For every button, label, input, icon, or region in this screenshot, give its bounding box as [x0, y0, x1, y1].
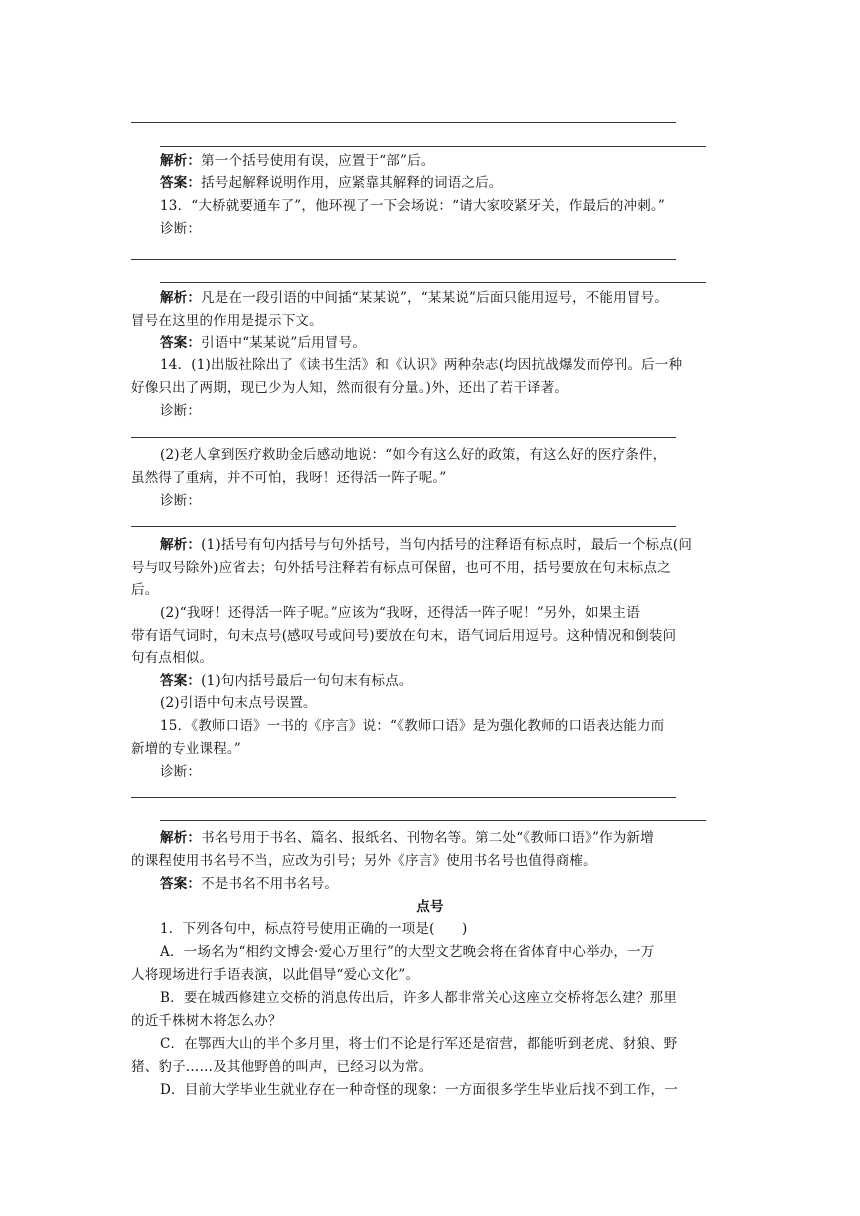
- answer-line: [131, 797, 676, 798]
- q15-analysis: 解析：书名号用于书名、篇名、报纸名、刊物名等。第二处“《教师口语》”作为新增: [160, 830, 654, 846]
- q14-answer-2: (2)引语中句末点号误置。: [160, 695, 317, 711]
- option-a: A．一场名为“相约文博会·爱心万里行”的大型文艺晚会将在省体育中心举办，一万: [160, 944, 655, 960]
- q14-answer-1: 答案：(1)句内括号最后一句句末有标点。: [160, 673, 413, 689]
- q14-analysis-2-end: 句有点相似。: [131, 650, 214, 666]
- q14-analysis-1: 解析：(1)括号有句内括号与句外括号，当句内括号的注释语有标点时，最后一个标点(问: [160, 537, 693, 553]
- q14-question-1-cont: 好像只出了两期，现已少为人知，然而很有分量。)外，还出了若干译著。: [131, 380, 569, 396]
- q13-analysis: 解析：凡是在一段引语的中间插“某某说”，“某某说”后面只能用逗号，不能用冒号。: [160, 290, 668, 306]
- section-title: 点号: [416, 899, 444, 915]
- q14-diagnosis-label-2: 诊断：: [160, 493, 202, 509]
- option-d: D．目前大学毕业生就业存在一种奇怪的现象：一方面很多学生毕业后找不到工作，一: [160, 1082, 678, 1098]
- q15-question: 15．《教师口语》一书的《序言》说：“《教师口语》是为强化教师的口语表达能力而: [160, 718, 665, 734]
- q14-analysis-2: (2)“我呀！还得活一阵子呢。”应该为“我呀，还得活一阵子呢！”另外，如果主语: [160, 605, 640, 621]
- exercise-stem: 1．下列各句中，标点符号使用正确的一项是( ): [160, 921, 468, 937]
- option-b: B．要在城西修建立交桥的消息传出后，许多人都非常关心这座立交桥将怎么建？那里: [160, 990, 678, 1006]
- q13-question: 13．“大桥就要通车了”，他环视了一下会场说：“请大家咬紧牙关，作最后的冲刺。”: [160, 198, 666, 214]
- q15-analysis-cont: 的课程使用书名号不当，应改为引号；另外《序言》使用书名号也值得商榷。: [131, 853, 597, 869]
- q12-analysis: 解析：第一个括号使用有误，应置于“部”后。: [160, 153, 435, 169]
- answer-line: [131, 122, 676, 123]
- answer-line: [131, 259, 676, 260]
- q14-analysis-1-cont: 号与叹号除外)应省去；句外括号注释若有标点可保留，也可不用，括号要放在句末标点之: [131, 560, 671, 576]
- q14-question-1: 14．(1)出版社除出了《读书生活》和《认识》两种杂志(均因抗战爆发而停刊。后一种: [160, 357, 683, 373]
- option-a-cont: 人将现场进行手语表演，以此倡导“爱心文化”。: [131, 967, 420, 983]
- q13-answer: 答案：引语中“某某说”后用冒号。: [160, 335, 367, 351]
- answer-line: [160, 146, 706, 147]
- option-c: C．在鄂西大山的半个多月里，将士们不论是行军还是宿营，都能听到老虎、豺狼、野: [160, 1036, 678, 1052]
- q14-diagnosis-label-1: 诊断：: [160, 403, 202, 419]
- q14-analysis-1-end: 后。: [131, 582, 159, 598]
- q14-analysis-2-cont: 带有语气词时，句末点号(感叹号或问号)要放在句末，语气词后用逗号。这种情况和倒装问: [131, 628, 677, 644]
- q15-question-cont: 新增的专业课程。”: [131, 741, 241, 757]
- q15-diagnosis-label: 诊断：: [160, 764, 202, 780]
- q14-question-2: (2)老人拿到医疗救助金后感动地说：“如今有这么好的政策，有这么好的医疗条件，: [160, 447, 667, 463]
- q13-diagnosis-label: 诊断：: [160, 221, 202, 237]
- answer-line: [131, 526, 676, 527]
- option-c-cont: 猪、豹子……及其他野兽的叫声，已经习以为常。: [131, 1059, 433, 1075]
- q12-answer: 答案：括号起解释说明作用，应紧靠其解释的词语之后。: [160, 175, 503, 191]
- q14-question-2-cont: 虽然得了重病，并不可怕，我呀！还得活一阵子呢。”: [131, 470, 447, 486]
- q15-answer: 答案：不是书名不用书名号。: [160, 876, 339, 892]
- q13-analysis-cont: 冒号在这里的作用是提示下文。: [131, 313, 323, 329]
- answer-line: [160, 820, 706, 821]
- answer-line: [131, 437, 676, 438]
- answer-line: [160, 282, 706, 283]
- option-b-cont: 的近千株树木将怎么办？: [131, 1013, 282, 1029]
